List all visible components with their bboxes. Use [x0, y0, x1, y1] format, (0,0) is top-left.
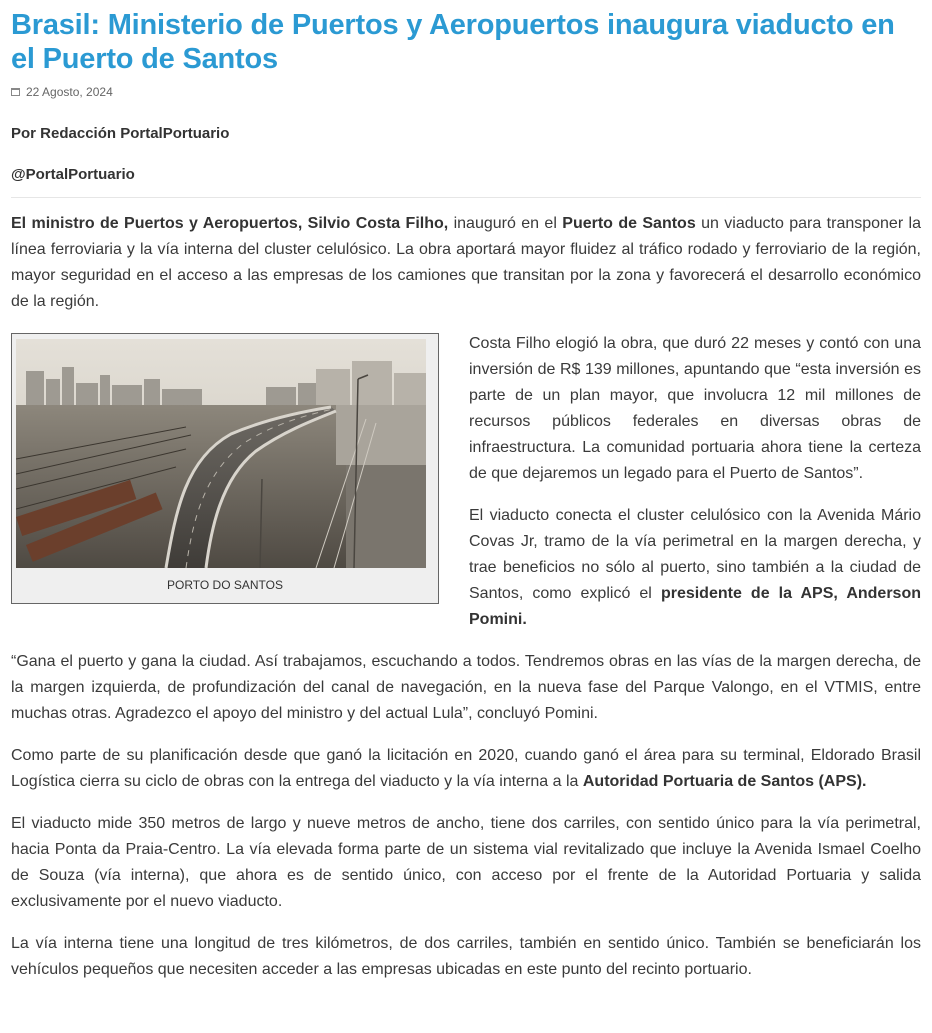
- divider: [11, 197, 921, 198]
- article-title: Brasil: Ministerio de Puertos y Aeropuertos inaugura viaducto en el Puerto de Santos: [11, 9, 895, 75]
- bold-text: Autoridad Portuaria de Santos (APS).: [582, 773, 867, 790]
- bold-text: Puerto de Santos: [562, 215, 696, 232]
- paragraph-4: “Gana el puerto y gana la ciudad. Así trabajamos, escuchando a todos. Tendremos obras en las vías de la margen derecha, de la margen izquierda, de profundización del canal de navegación, en la nueva fase del Parque Valongo, en el VTMIS, entre muchas otras. Agradezco el apoyo del ministro y del actual Lula”, concluyó Pomini.: [11, 653, 921, 722]
- article-figure: [11, 333, 439, 604]
- text-run: inauguró en el: [448, 215, 563, 232]
- text-run: El viaducto conecta el cluster celulósico con la Avenida Mário Covas Jr, tramo de la vía perimetral en la margen derecha, y trae beneficios no sólo al puerto, sino también a la ciudad de Santos, como explicó el: [469, 507, 921, 602]
- author-handle: @PortalPortuario: [11, 166, 135, 183]
- figure-caption: PORTO DO SANTOS: [166, 578, 284, 592]
- paragraph-7: La vía interna tiene una longitud de tres kilómetros, de dos carriles, también en sentido único. También se beneficiarán los vehículos pequeños que necesiten acceder a las empresas ubicadas en este punto del recinto portuario.: [11, 935, 921, 978]
- text-run: Como parte de su planificación desde que ganó la licitación en 2020, cuando ganó el área para su terminal, Eldorado Brasil Logística cierra su ciclo de obras con la entrega del viaducto y la vía interna a la: [11, 747, 921, 790]
- viaduct-photo[interactable]: [16, 339, 426, 568]
- bold-text: presidente de la APS, Anderson Pomini.: [469, 585, 921, 628]
- paragraph-1: [11, 211, 921, 315]
- post-date: 22 Agosto, 2024: [26, 85, 113, 99]
- text-run: un viaducto para transponer la línea ferroviaria y la vía interna del cluster celulósico. La obra aportará mayor fluidez al tráfico rodado y ferroviario de la región, mayor seguridad en el acceso a las empresas de los camiones que transitan por la zona y favorecerá el desarrollo económico de la región.: [11, 215, 921, 310]
- paragraph-5: [11, 743, 921, 795]
- byline: Por Redacción PortalPortuario: [11, 125, 230, 142]
- paragraph-6: El viaducto mide 350 metros de largo y nueve metros de ancho, tiene dos carriles, con sentido único para la vía perimetral, hacia Ponta da Praia-Centro. La vía elevada forma parte de un sistema vial revitalizado que incluye la Avenida Ismael Coelho de Souza (vía interna), que ahora es de sentido único, con acceso por el frente de la Autoridad Portuaria y salida exclusivamente por el nuevo viaducto.: [11, 815, 921, 910]
- post-meta: [11, 85, 921, 99]
- paragraph-2: Costa Filho elogió la obra, que duró 22 meses y contó con una inversión de R$ 139 millones, apuntando que “esta inversión es parte de un plan mayor, que involucra 12 mil millones de recursos públicos federales en diversas obras de infraestructura. La comunidad portuaria ahora tiene la certeza de que dejaremos un legado para el Puerto de Santos”.: [469, 335, 921, 482]
- bold-text: El ministro de Puertos y Aeropuertos, Silvio Costa Filho,: [11, 215, 449, 232]
- calendar-icon: [11, 88, 20, 96]
